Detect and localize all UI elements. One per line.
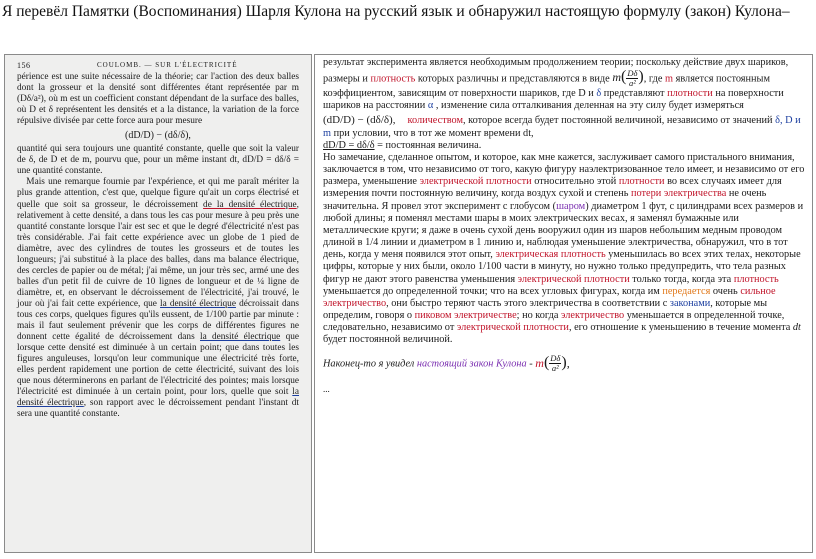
highlight-red: электрической плотности: [456, 322, 569, 334]
text: только тогда, когда эта: [629, 273, 734, 285]
underlined-phrase: la densité électrique: [160, 298, 236, 309]
scan-formula: (dD/D) − (dδ/δ),: [125, 130, 191, 142]
final-statement: [323, 354, 807, 373]
highlight-red: сильное электричество: [323, 285, 776, 309]
text: dt: [792, 322, 801, 334]
text: ) диаметром 1 фут, с цилиндрами всех размеров и любой длины; я поменял местами шары в моих электрических весах, я заменял бумажные или металлические круги; я даже в очень сухой день вооружил один из шаров небольшим медным проводом длиной в 1/4 линии и диаметром в 1 линию и, наблюдая уменьшение электричества, обнаружил, что в тот день, когда у меня появился этот опыт,: [323, 200, 804, 261]
scan-text: , relativement à cette densité, a dans tous les cas pour mesure à peu près une quantité constante lorsque l'air est sec et que le degré d'électricité n'est pas très considérable. J'ai fait cette expérience avec un globe de 1 pied de diamètre, avec des cylindres de toutes les grosseurs et de toutes les longueurs; j'ai substitué à la place des balles, dans ma balance électrique, des cercles de papier ou de métal; j'ai même, un jour très sec, armé une des balles d'un petit fil de cuivre de 10 lignes de longueur et de ¼ ligne de diamètre, et, en observant le décroissement de l'électricité, j'ai trouvé, le jour où j'ai fait cette expérience, que: [17, 199, 299, 309]
text: Наконец-то я увидел: [323, 358, 417, 370]
page-number: 156: [17, 61, 31, 70]
text: уменьшается в определенной точке, следовательно, независимо от: [323, 309, 785, 334]
translation-text: [323, 57, 807, 396]
french-scan-panel: [4, 54, 312, 553]
highlight-red: электричество: [561, 309, 625, 321]
text: уменьшилась во всех этих телах, некоторые цифры, которые у них были, около 1/100 части в минуту, но нужно только предупредить, что тела разных фигур не дают этого равенства уменьшения: [323, 249, 801, 285]
russian-translation-panel: [314, 54, 813, 553]
highlight-red: плотности: [618, 176, 665, 188]
text: , изменение сила отталкивания деленная на эту силу будет измеряться: [433, 100, 744, 112]
highlight-blue: δ, D и m: [323, 115, 801, 139]
text: является постоянным коэффициентом, зависящим от поверхности шариков, где D и: [323, 73, 770, 100]
highlight-red: электрической плотности: [419, 176, 532, 188]
text: , которые мы определим, говоря о: [323, 297, 768, 321]
text: Но замечание, сделанное опытом, и которое, как мне кажется, заслуживает самого пристального внимания, заключается в том, что независимо от того, какую фигуру наэлектризованное тело имеет, и независимо от его размера, уменьшение: [323, 151, 805, 188]
underlined-phrase: de la densité électrique: [203, 199, 297, 210]
highlight-purple: шаром: [556, 200, 586, 212]
scan-text: , son rapport avec le décroissement pendant l'instant dt sera une quantité constante.: [17, 398, 299, 420]
ellipsis: ...: [323, 384, 330, 395]
text: = постоянная величина.: [374, 139, 482, 151]
text: на поверхности шариков на расстоянии: [323, 88, 784, 112]
underlined-phrase: la densité électrique: [17, 387, 300, 409]
scan-body: [17, 72, 299, 420]
highlight-red: m: [665, 73, 674, 85]
scan-paragraph-2: quantité qui sera toujours une quantité constante, quelle que soit la valeur de δ, de D et de m, pourvu que, pour un même instant dt, dD/D = dδ/δ = une quantité constante.: [17, 144, 299, 177]
text: при условии, что в тот же момент времени dt,: [331, 127, 534, 139]
highlight-red: плотность: [370, 73, 416, 85]
text: , его отношение к уменьшению в течение момента: [568, 322, 793, 334]
translation-formula-line: [323, 114, 807, 139]
text: -: [526, 358, 536, 370]
highlight-red: плотность: [733, 273, 779, 285]
text: представляют: [601, 88, 668, 100]
scan-text: Mais une remarque fournie par l'expérience, et qui me paraît mériter la plus grande attention, c'est que, quelque figure qu'ait un corps électrisé et quelle que soit sa grosseur, le décroissement: [17, 177, 299, 210]
highlight-blue: законами: [669, 297, 711, 309]
highlight-red: количеством: [407, 115, 463, 127]
formula-m-d-delta: m( $\frac{D\delta}{\text{a²}}$ ): [612, 68, 644, 89]
scan-paragraph-3: [17, 177, 299, 420]
text: уменьшается до определенной точки; что на всех угловых фигурах, когда им: [323, 285, 663, 297]
text: результат эксперимента является необходимым продолжением теории; поскольку действие двух шариков, размеры и: [323, 57, 789, 85]
text: , где: [643, 73, 665, 85]
highlight-blue: α: [427, 100, 434, 112]
text: , которое всегда будет постоянной величиной, независимо от значений: [462, 115, 776, 127]
highlight-red: плотности: [667, 88, 713, 100]
translation-paragraph-1: [323, 57, 807, 112]
scan-text: que lorsque cette densité est diminuée à un certain point; que dans toutes les figures anguleuses, lorsqu'on leur communique une électricité très forte, elles perdent rapidement une portion de cette électricité, suivant des lois que nous déterminerons en parlant de l'électricité des pointes; mais lorsque l'électricité est diminuée à un certain point, pour lors, quelle que soit: [17, 332, 299, 398]
text: ; но когда: [516, 309, 562, 321]
french-scan: [5, 55, 311, 552]
text: не очень значительна. Я провел этот эксперимент с глобусом (: [323, 188, 767, 212]
formula-ratio: dD/D = dδ/δ: [323, 139, 375, 151]
highlight-blue: δ: [596, 88, 602, 100]
translation-paragraph-2: [323, 140, 807, 152]
scan-text: décroissait dans tous ces corps, quelques figures qu'ils eussent, de 1/100 partie par minute : mais il faut seulement prévenir que les corps de différentes figures ne donnent cette égalité de décroissement dans: [17, 298, 300, 343]
text: относительно этой: [531, 176, 619, 188]
headline: Я перевёл Памятки (Воспоминания) Шарля Кулона на русский язык и обнаружил настоящую формулу (закон) Кулона–: [2, 3, 790, 20]
highlight-red: пиковом электричестве: [414, 309, 517, 321]
highlight-purple: настоящий закон Кулона: [416, 358, 527, 370]
text: будет постоянной величиной.: [323, 334, 453, 346]
highlight-red: потери электричества: [631, 188, 727, 200]
highlight-orange: передается: [662, 285, 711, 297]
highlight-red: электрической плотности: [517, 273, 630, 285]
scan-paragraph-1: périence est une suite nécessaire de la théorie; car l'action des deux balles dont la grosseur et la densité sont différentes étant représentée par m (Dδ/a²), où m est un coefficient constant dépendant de la surface des balles, où D et δ représentent les densités et a la distance, la variation de la force répulsive divisée par cette force aura pour mesure: [17, 72, 299, 127]
text: во всех случаях имеет для измерения почти постоянную величину, когда воздух сухой и степень: [323, 176, 782, 200]
text: очень: [710, 285, 741, 297]
text: , они быстро теряют часть этого электричества в соответствии с: [386, 297, 670, 309]
translation-paragraph-3: [323, 152, 807, 347]
underlined-phrase: la densité électrique: [200, 332, 281, 343]
formula-dd: (dD/D) − (dδ/δ),: [323, 114, 396, 127]
highlight-red: электрическая плотность: [495, 249, 606, 261]
running-title: COULOMB. — SUR L'ÉLECTRICITÉ: [97, 61, 238, 69]
coulomb-law-formula: m( $\frac{D\delta}{\text{a²}}$ ),: [535, 353, 570, 374]
text: которых различны и представляются в виде: [415, 73, 613, 85]
